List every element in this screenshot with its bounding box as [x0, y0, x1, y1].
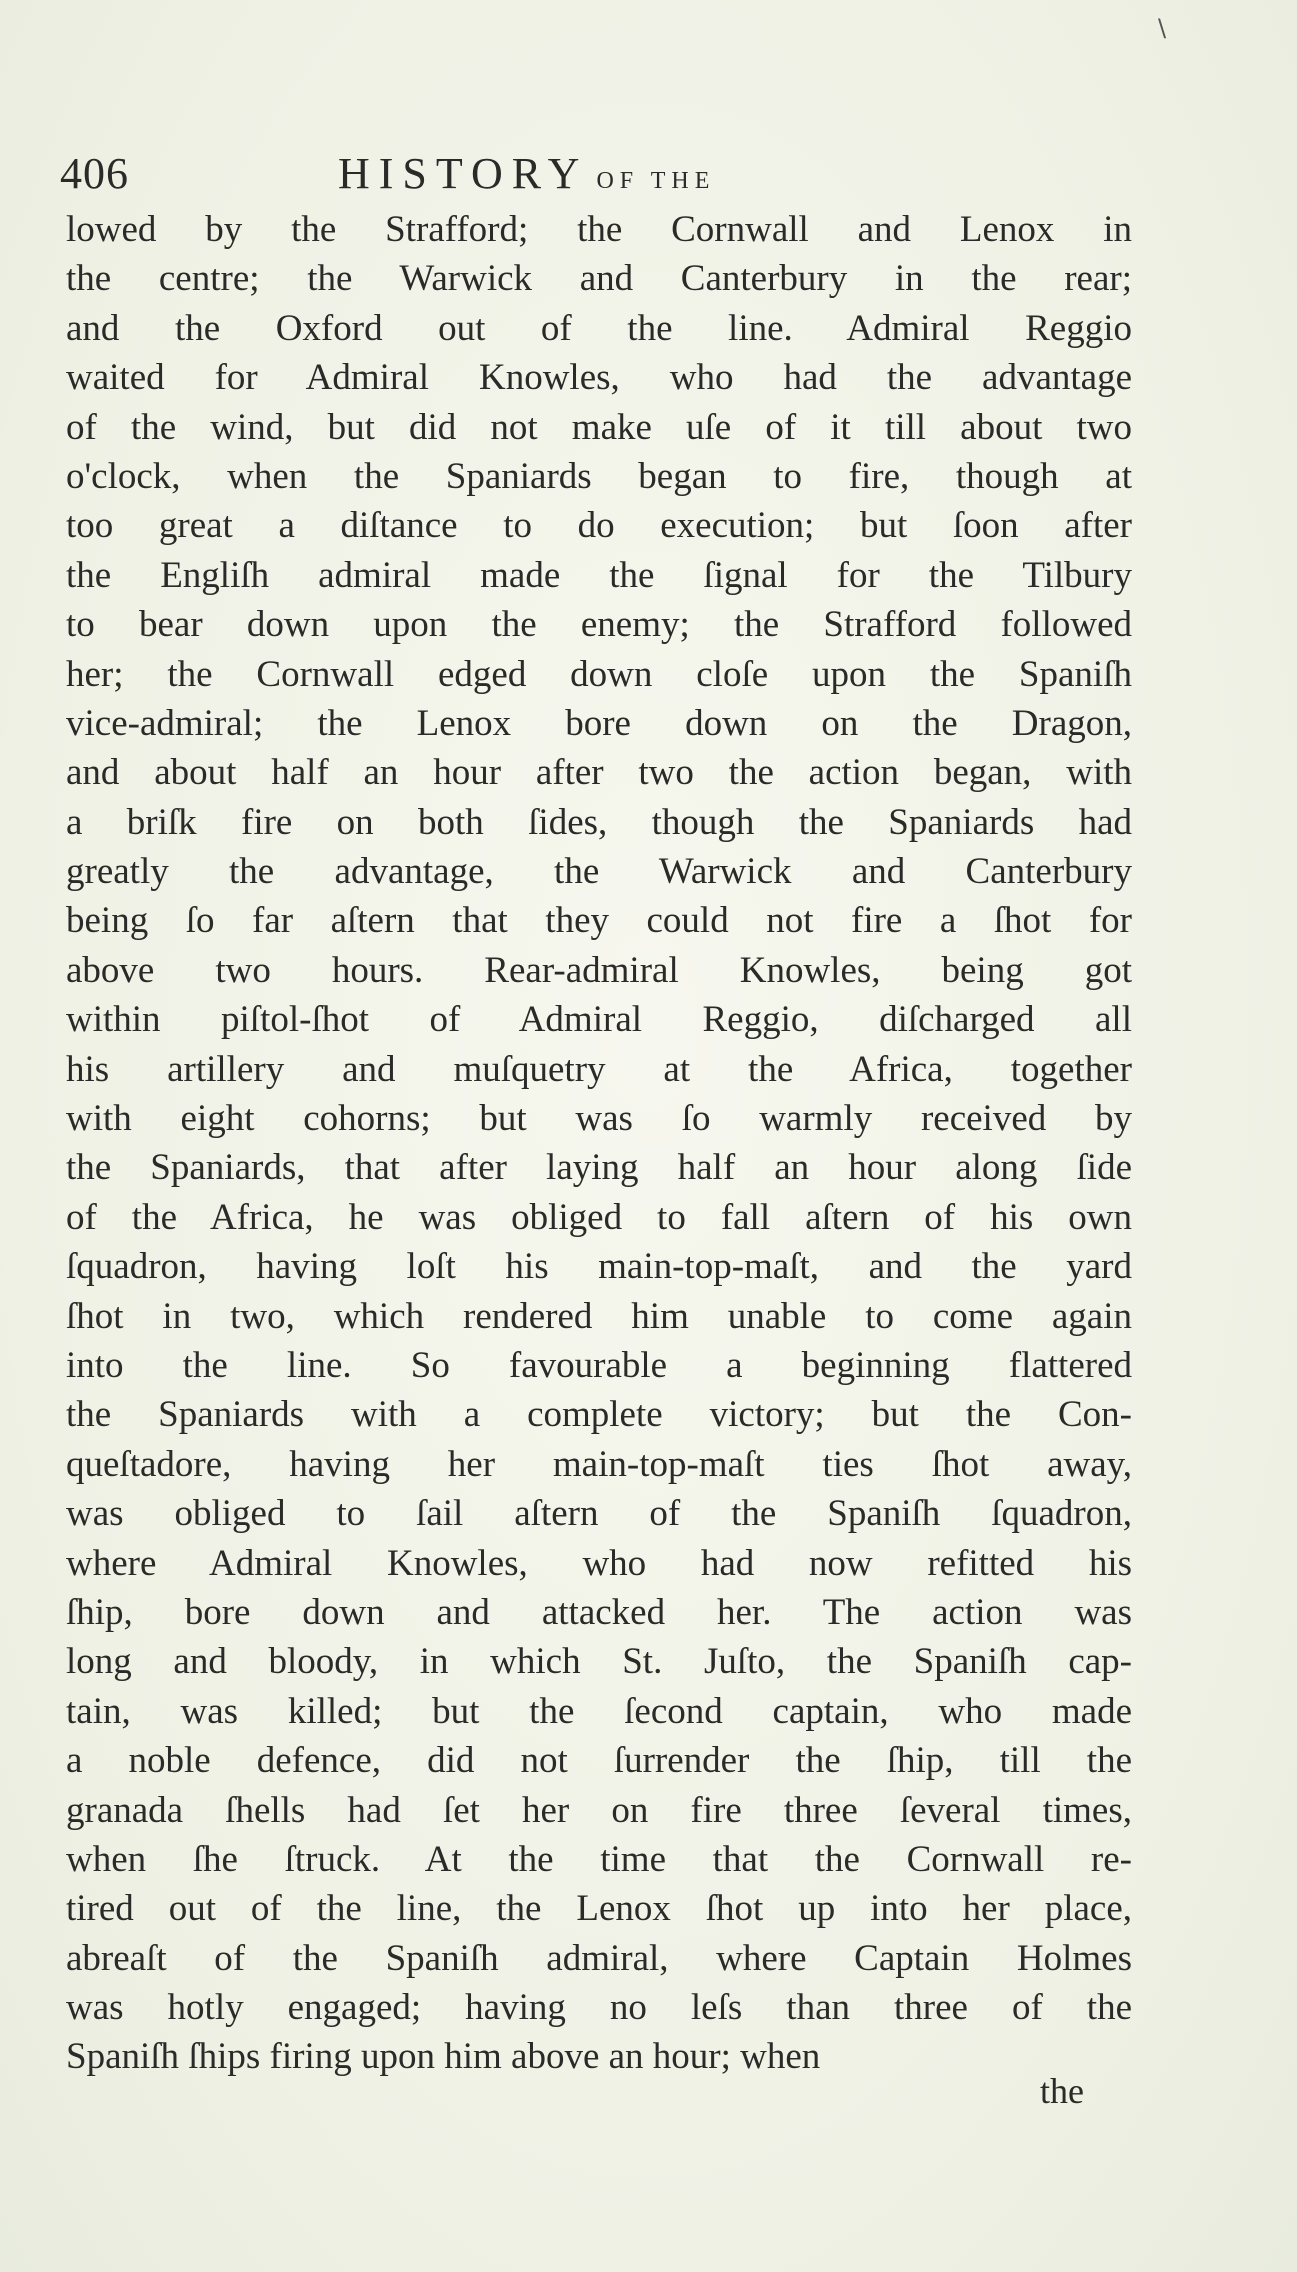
text-line: tain, was killed; but the ſecond captain, who made — [66, 1690, 1132, 1732]
text-line: a briſk fire on both ſides, though the Spaniards had — [66, 801, 1132, 843]
corner-mark: \ — [1158, 14, 1167, 42]
text-line: into the line. So favourable a beginning flattered — [66, 1344, 1132, 1386]
text-line: with eight cohorns; but was ſo warmly received by — [66, 1098, 1132, 1140]
text-line: when ſhe ſtruck. At the time that the Cornwall re- — [66, 1838, 1132, 1880]
text-line: granada ſhells had ſet her on fire three ſeveral times, — [66, 1789, 1132, 1831]
text-line: abreaſt of the Spaniſh admiral, where Captain Holmes — [66, 1937, 1132, 1979]
text-line: greatly the advantage, the Warwick and Canterbury — [66, 851, 1132, 893]
text-line: was hotly engaged; having no leſs than three of the — [66, 1987, 1132, 2029]
text-line: and about half an hour after two the action began, with — [66, 752, 1132, 794]
text-line: above two hours. Rear-admiral Knowles, being got — [66, 949, 1132, 991]
text-line: was obliged to ſail aſtern of the Spaniſh ſquadron, — [66, 1493, 1132, 1535]
running-title — [338, 148, 715, 199]
text-line: the Engliſh admiral made the ſignal for the Tilbury — [66, 554, 1132, 596]
text-line: lowed by the Strafford; the Cornwall and Lenox in — [66, 209, 1132, 250]
text-line: tired out of the line, the Lenox ſhot up into her place, — [66, 1888, 1132, 1930]
text-line: vice-admiral; the Lenox bore down on the Dragon, — [66, 702, 1132, 744]
text-line: his artillery and muſquetry at the Africa, together — [66, 1048, 1132, 1090]
running-title-main: HISTORY — [338, 149, 589, 198]
running-title-small: OF THE — [596, 168, 716, 194]
text-line: long and bloody, in which St. Juſto, the Spaniſh cap- — [66, 1641, 1132, 1683]
text-line: her; the Cornwall edged down cloſe upon the Spaniſh — [66, 653, 1132, 695]
text-line: ſhot in two, which rendered him unable to come again — [66, 1295, 1132, 1337]
page-header — [58, 148, 1118, 208]
text-line: where Admiral Knowles, who had now refitted his — [66, 1542, 1132, 1584]
text-line: within piſtol-ſhot of Admiral Reggio, diſcharged all — [66, 999, 1132, 1041]
text-line: a noble defence, did not ſurrender the ſhip, till the — [66, 1740, 1132, 1782]
body-text — [66, 205, 1132, 2082]
text-line: the Spaniards, that after laying half an hour along ſide — [66, 1147, 1132, 1189]
text-line: too great a diſtance to do execution; but ſoon after — [66, 505, 1132, 547]
text-line: of the wind, but did not make uſe of it till about two — [66, 406, 1132, 448]
text-line: to bear down upon the enemy; the Strafford followed — [66, 604, 1132, 646]
text-line: of the Africa, he was obliged to fall aſtern of his own — [66, 1196, 1132, 1238]
text-line: waited for Admiral Knowles, who had the advantage — [66, 357, 1132, 399]
text-line: the Spaniards with a complete victory; but the Con- — [66, 1394, 1132, 1436]
catchword: the — [1040, 2071, 1084, 2111]
text-line: ſquadron, having loſt his main-top-maſt, and the yard — [66, 1246, 1132, 1288]
text-line: queſtadore, having her main-top-maſt ties ſhot away, — [66, 1443, 1132, 1485]
page-number: 406 — [60, 149, 129, 198]
text-line: ſhip, bore down and attacked her. The action was — [66, 1591, 1132, 1633]
text-line: o'clock, when the Spaniards began to fire, though at — [66, 455, 1132, 497]
text-line: Spaniſh ſhips firing upon him above an hour; when — [66, 2036, 821, 2078]
text-line: the centre; the Warwick and Canterbury in the rear; — [66, 258, 1132, 300]
text-line: and the Oxford out of the line. Admiral Reggio — [66, 307, 1132, 349]
text-line: being ſo far aſtern that they could not fire a ſhot for — [66, 900, 1132, 942]
